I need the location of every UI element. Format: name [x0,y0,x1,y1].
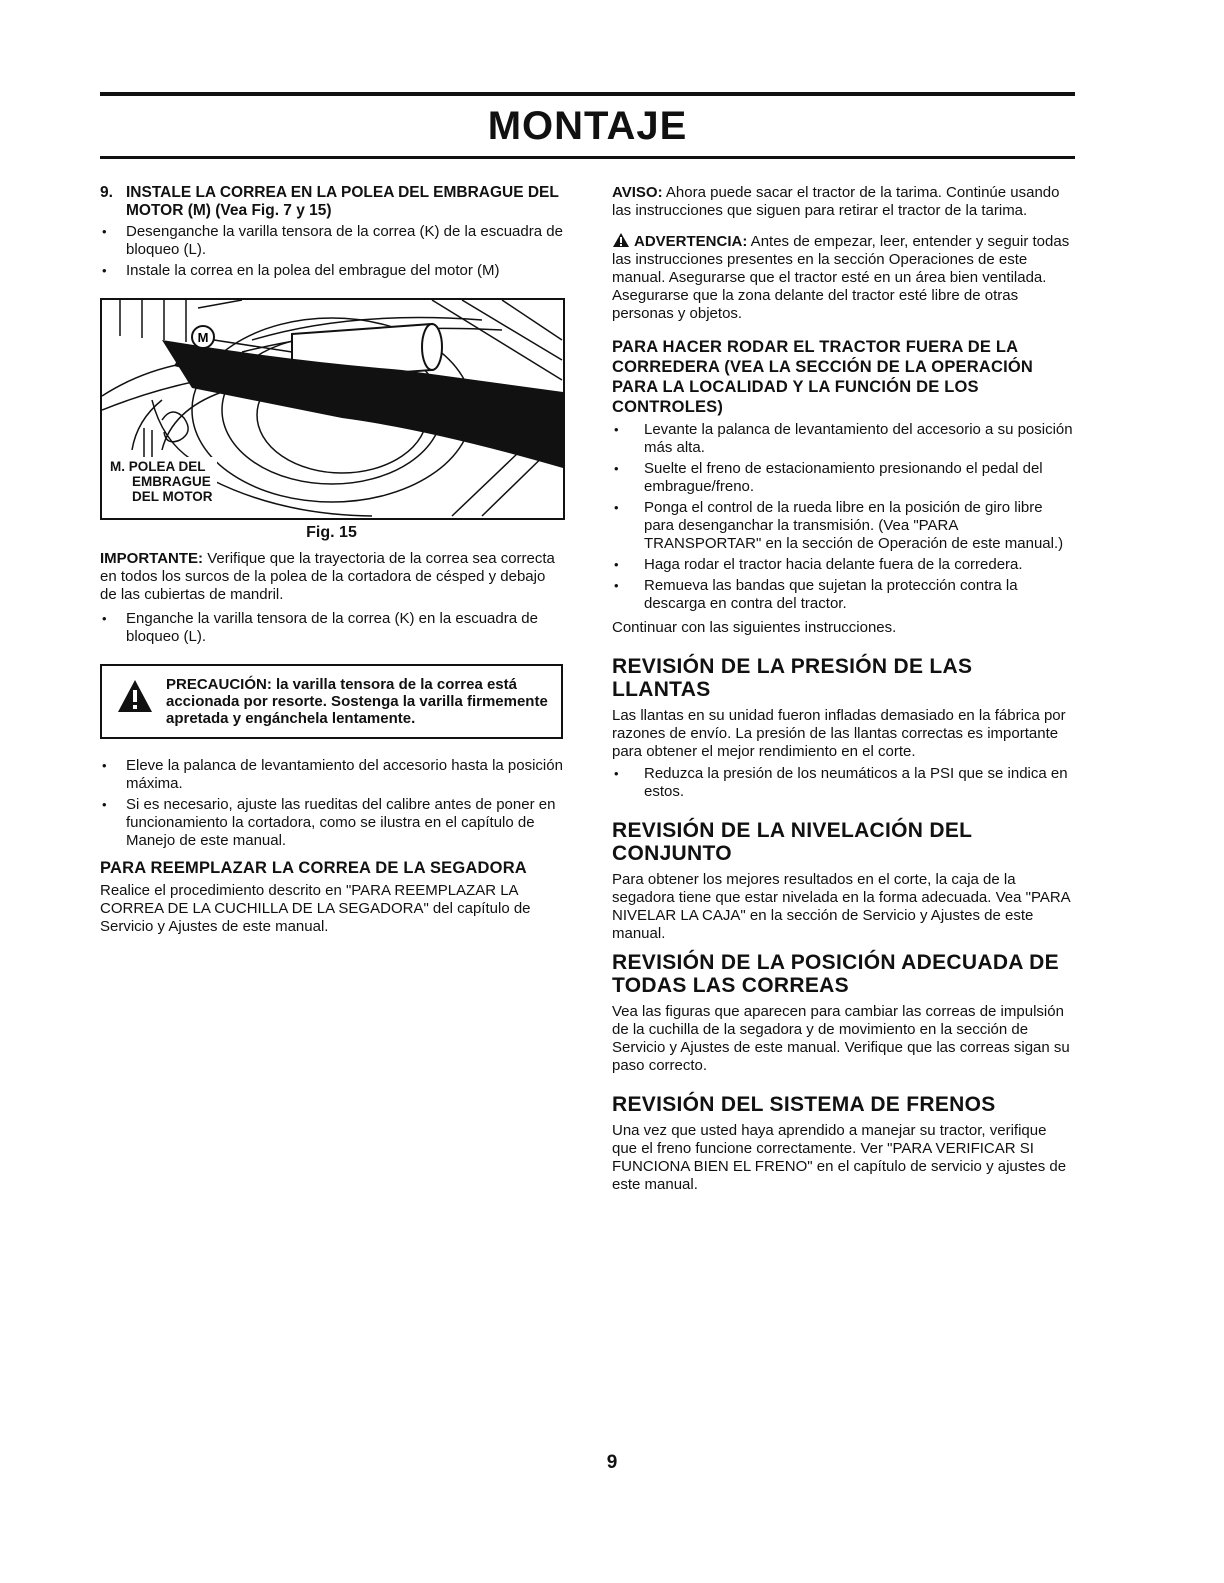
reemplazar-text: Realice el procedimiento descrito en "PARA REEMPLAZAR LA CORREA DE LA CUCHILLA DE LA SEGADORA" del capítulo de Servicio y Ajustes de este manual. [100,882,531,935]
advertencia-text: Antes de empezar, leer, entender y seguir todas las instrucciones presentes en la sección Operaciones de este manual. Asegurarse que el tractor esté en un área bien ventilada. Asegurarse que la zona delante del tractor esté libre de otras personas y objetos. [612,233,1070,322]
step-number: 9. [100,184,113,201]
llantas-heading: REVISIÓN DE LA PRESIÓN DE LAS LLANTAS [612,655,973,701]
importante-paragraph [100,550,563,604]
nivelacion-heading: REVISIÓN DE LA NIVELACIÓN DEL CONJUNTO [612,819,972,865]
nivelacion-text: Para obtener los mejores resultados en el corte, la caja de la segadora tiene que estar nivelada en la forma adecuada. Vea "PARA NIVELAR LA CAJA" en la sección de Servicio y Ajustes de este manual. [612,871,1070,942]
caution-text: PRECAUCIÓN: la varilla tensora de la correa está accionada por resorte. Sostenga la varilla firmemente apretada y engánchela lentamente. [166,676,548,727]
header-rule-top [100,92,1075,96]
header-rule-bottom [100,156,1075,159]
caution-box [100,664,563,739]
figure-label-line: DEL MOTOR [132,489,213,504]
correas-heading: REVISIÓN DE LA POSICIÓN ADECUADA DE TODAS LAS CORREAS [612,951,1059,997]
list-item: • Instale la correa en la polea del embrague del motor (M) [100,262,563,280]
raise-bullets [100,757,563,850]
list-item: • Reduzca la presión de los neumáticos a la PSI que se indica en estos. [612,765,1075,801]
frenos-heading: REVISIÓN DEL SISTEMA DE FRENOS [612,1093,996,1116]
advertencia-label: ADVERTENCIA: [634,233,748,250]
left-column [100,184,563,940]
figure-15-illustration [100,298,565,520]
importante-label: IMPORTANTE: [100,550,204,567]
frenos-text: Una vez que usted haya aprendido a manejar su tractor, verifique que el freno funcione correctamente. Ver "PARA VERIFICAR SI FUNCIONA BIEN EL FRENO" en el capítulo de servicio y ajustes de este manual. [612,1122,1067,1193]
right-column [612,184,1075,1198]
warning-triangle-icon [116,678,154,714]
reemplazar-heading: PARA REEMPLAZAR LA CORREA DE LA SEGADORA [100,859,527,877]
rodar-after-text: Continuar con las siguientes instrucciones. [612,619,897,636]
step-heading-text: INSTALE LA CORREA EN LA POLEA DEL EMBRAGUE DEL MOTOR (M) (Vea Fig. 7 y 15) [126,184,559,219]
list-item: • Suelte el freno de estacionamiento presionando el pedal del embrague/freno. [612,460,1075,496]
rodar-bullets [612,421,1075,613]
figure-callout-m: M [197,330,209,345]
list-item: • Haga rodar el tractor hacia delante fuera de la corredera. [612,556,1075,574]
figure-label [110,457,217,506]
list-item: • Ponga el control de la rueda libre en la posición de giro libre para desenganchar la transmisión. (Vea "PARA TRANSPORTAR" en la sección de Operación de este manual.) [612,499,1075,553]
warning-triangle-icon [612,232,630,248]
list-item: • Desenganche la varilla tensora de la correa (K) de la escuadra de bloqueo (L). [100,223,563,259]
correas-text: Vea las figuras que aparecen para cambiar las correas de impulsión de la cuchilla de la segadora y de movimiento en la sección de Servicio y Ajustes de este manual. Verifique que las correas sigan su paso correcto. [612,1003,1070,1074]
list-item: • Remueva las bandas que sujetan la protección contra la descarga en contra del tractor. [612,577,1075,613]
llantas-text: Las llantas en su unidad fueron infladas demasiado en la fábrica por razones de envío. La presión de las llantas correctas es importante para obtener el mejor rendimiento en el corte. [612,707,1066,760]
step-9-heading [100,184,563,220]
advertencia-paragraph [612,232,1075,323]
page-number: 9 [606,1452,618,1473]
importante-text: Verifique que la trayectoria de la correa sea correcta en todos los surcos de la polea de la cortadora de césped y debajo de las cubiertas de mandril. [100,550,555,603]
rodar-heading: PARA HACER RODAR EL TRACTOR FUERA DE LA CORREDERA (VEA LA SECCIÓN DE LA OPERACIÓN PARA LA LOCALIDAD Y LA FUNCIÓN DE LOS CONTROLES) [612,338,1034,416]
step-9-bullets [100,223,563,280]
llantas-bullets [612,765,1075,801]
figure-label-line: EMBRAGUE [132,474,211,489]
list-item: • Enganche la varilla tensora de la correa (K) en la escuadra de bloqueo (L). [100,610,563,646]
aviso-text: Ahora puede sacar el tractor de la tarima. Continúe usando las instrucciones que siguen para retirar el tractor de la tarima. [612,184,1060,219]
list-item: • Si es necesario, ajuste las rueditas del calibre antes de poner en funcionamiento la cortadora, como se ilustra en el capítulo de Manejo de este manual. [100,796,563,850]
page-title: MONTAJE [487,104,688,148]
list-item: • Levante la palanca de levantamiento del accesorio a su posición más alta. [612,421,1075,457]
hook-bullets [100,610,563,646]
figure-caption: Fig. 15 [306,524,357,541]
list-item: • Eleve la palanca de levantamiento del accesorio hasta la posición máxima. [100,757,563,793]
aviso-paragraph [612,184,1075,220]
figure-label-line: M. POLEA DEL [110,459,206,474]
aviso-label: AVISO: [612,184,663,201]
